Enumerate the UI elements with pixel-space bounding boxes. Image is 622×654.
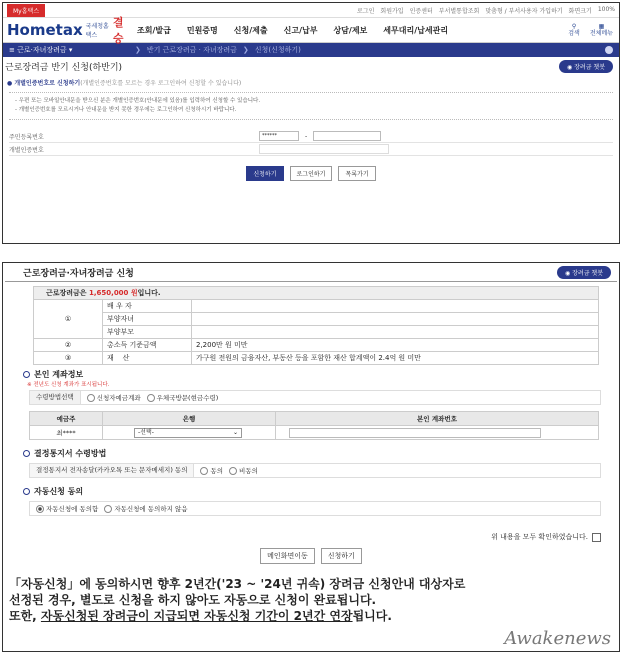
radio-icon [87, 394, 95, 402]
notice-method-label: 결정통지서 전자송달(카카오톡 또는 문자메세지) 동의 [30, 464, 194, 477]
chevron-right-icon: ❯ [135, 46, 141, 54]
page-title: 근로장려금 반기 신청(하반기) [5, 62, 123, 73]
caption-line-2: 선정된 경우, 별도로 신청을 하지 않아도 자동으로 신청이 완료됩니다. [9, 593, 377, 607]
caption-line-3: 또한, 자동신청된 장려금이 지급되면 자동신청 기간이 2년간 연장됩니다. [9, 609, 392, 623]
account-number-field[interactable] [289, 428, 541, 438]
rrn-label: 주민등록번호 [9, 133, 44, 141]
confirm-checkbox[interactable] [592, 533, 601, 542]
dept-user-link[interactable]: 맞춤형 / 부서사용자 가입하기 [485, 7, 563, 15]
nav-certificate[interactable]: 민원증명 [186, 25, 218, 35]
hometax-page-panel [2, 2, 620, 244]
rrn-dash: - [305, 132, 308, 140]
auto-section-title: 자동신청 동의 [23, 486, 619, 497]
header-icons [568, 23, 619, 37]
amount-row: 근로장려금은 1,650,000 원입니다. [34, 287, 599, 300]
row-num-2: ② [34, 339, 103, 352]
breadcrumb-item-2[interactable]: 반기 근로장려금 · 자녀장려금 [146, 46, 237, 54]
radio-icon [200, 467, 208, 475]
receipt-option-bank[interactable]: 신청자예금계좌 [87, 393, 141, 402]
col-holder: 예금주 [30, 412, 103, 426]
caption-line-1: 「자동신청」에 동의하시면 향후 2년간('23 ~ '24년 귀속) 장려금 신청안내 대상자로 [9, 577, 466, 591]
login-link[interactable]: 로그인 [357, 7, 375, 15]
chatbot-button-2[interactable]: ◉ 장려금 챗봇 [557, 266, 611, 279]
auth-buttons [3, 166, 619, 243]
eligibility-table [33, 286, 599, 365]
col-account-number: 본인 계좌번호 [276, 412, 599, 426]
receipt-method-row [29, 390, 601, 405]
cert-center-link[interactable]: 인증센터 [409, 7, 433, 15]
info-icon: ● [7, 80, 13, 87]
holder-value: 최**** [30, 426, 103, 440]
radio-icon [104, 505, 112, 513]
nav-application[interactable]: 신청/제출 [233, 25, 268, 35]
spouse-label: 배 우 자 [103, 300, 192, 313]
radio-selected-icon [36, 505, 44, 513]
receipt-option-postoffice[interactable]: 우체국방문(현금수령) [147, 393, 219, 402]
nav-agent[interactable]: 세무대리/납세관리 [383, 25, 449, 35]
list-button[interactable]: 목록가기 [338, 166, 375, 181]
nav-filing[interactable]: 신고/납부 [283, 25, 318, 35]
auto-apply-row [29, 501, 601, 516]
submit-button[interactable]: 신청하기 [321, 548, 362, 564]
zoom-value[interactable]: 100% [597, 5, 615, 13]
screen-size-label: 화면크기 [568, 7, 592, 15]
notice-detail: (개별인증번호를 모르는 경우 로그인하여 신청할 수 있습니다) [80, 80, 242, 87]
chatbot-button[interactable]: ◉ 장려금 챗봇 [559, 60, 613, 73]
notice-method-row [29, 463, 601, 478]
auth-form [9, 130, 613, 156]
bullet-icon [23, 450, 30, 457]
logo-mark: 결승 [112, 16, 124, 45]
info-line-1: - 우편 또는 모바일안내문을 받으신 분은 개별인증번호(안내문에 있음)를 입력하여 신청할 수 있습니다. [15, 98, 261, 104]
spouse-value [192, 300, 599, 313]
dependent-child-value [192, 313, 599, 326]
auto-option-disagree[interactable]: 자동신청에 동의하지 않음 [104, 504, 187, 513]
notice-bold: 개별인증번호로 신청하기 [14, 80, 81, 87]
grid-icon: ▦ [598, 23, 605, 30]
radio-icon [147, 394, 155, 402]
utility-links [357, 6, 619, 15]
caption [9, 576, 619, 624]
auth-notice [3, 75, 619, 90]
bullet-icon [23, 488, 30, 495]
login-button[interactable]: 로그인하기 [290, 166, 333, 181]
application-buttons [3, 548, 619, 564]
confirm-row [3, 532, 601, 542]
income-label: 총소득 기준금액 [103, 339, 192, 352]
dependent-child-label: 부양자녀 [103, 313, 192, 326]
row-num-3: ③ [34, 352, 103, 365]
application-title-row [5, 263, 617, 282]
property-value: 가구원 전원의 금융자산, 부동산 등을 포함한 재산 합계액이 2.4억 원 미만 [192, 352, 599, 365]
amount-value: 1,650,000 원 [89, 289, 138, 297]
notice-option-disagree[interactable]: 비동의 [229, 466, 258, 475]
notice-option-agree[interactable]: 동의 [200, 466, 223, 475]
global-nav [137, 25, 448, 36]
chevron-down-icon: ⌄ [232, 428, 238, 436]
signup-link[interactable]: 회원가입 [380, 7, 404, 15]
dependent-parent-value [192, 326, 599, 339]
search-button[interactable] [568, 23, 580, 37]
logo-subtitle: 국세청홈택스 [85, 23, 109, 39]
account-section-title: 본인 계좌정보 [23, 369, 619, 380]
rrn-row [9, 130, 613, 143]
income-value: 2,200만 원 미만 [192, 339, 599, 352]
watermark: Awakenews [504, 628, 611, 649]
rrn-front-field[interactable]: ****** [259, 131, 299, 141]
info-box [9, 92, 613, 120]
main-page-button[interactable]: 메인화면이동 [260, 548, 315, 564]
col-bank: 은행 [103, 412, 276, 426]
info-line-2: - 개별인증번호를 모르시거나 안내문을 받지 못한 경우에는 로그인하여 신청하시기 바랍니다. [15, 107, 237, 113]
auth-code-row [9, 143, 613, 156]
auth-code-label: 개별인증번호 [9, 146, 44, 154]
receipt-method-label: 수령방법선택 [30, 391, 81, 404]
radio-icon [229, 467, 237, 475]
dependent-parent-label: 부양부모 [103, 326, 192, 339]
dept-lookup-link[interactable]: 부서별통합조회 [438, 7, 480, 15]
rrn-back-field[interactable] [313, 131, 381, 141]
account-table [29, 411, 599, 440]
application-title: 근로장려금·자녀장려금 신청 [23, 268, 134, 279]
all-menu-button[interactable] [590, 23, 613, 37]
my-hometax-tab[interactable]: My홈택스 [7, 4, 45, 17]
hometax-logo[interactable] [7, 14, 127, 46]
logo-wordmark: Hometax [7, 21, 83, 39]
breadcrumb-toggle-icon[interactable] [605, 46, 613, 54]
breadcrumb [3, 43, 619, 57]
account-note: ※ 전년도 신청 계좌가 표시됩니다. [27, 382, 110, 388]
breadcrumb-item-3[interactable]: 신청(신청하기) [254, 46, 301, 54]
main-header [3, 18, 619, 43]
nav-inquiry[interactable]: 조회/발급 [137, 25, 171, 35]
property-label: 재 산 [103, 352, 192, 365]
search-label: 검색 [568, 30, 580, 37]
all-menu-label: 전체메뉴 [589, 30, 613, 37]
page-title-row [3, 57, 619, 75]
bullet-icon [23, 371, 30, 378]
nav-consult[interactable]: 상담/제보 [333, 25, 368, 35]
bank-cell [103, 426, 276, 440]
breadcrumb-item-1[interactable]: ≡ 근로·자녀장려금 ▾ [9, 46, 73, 54]
account-number-cell [276, 426, 599, 440]
bank-select[interactable]: -선택- ⌄ [134, 428, 242, 438]
auth-code-field[interactable] [259, 144, 389, 154]
search-icon: ⚲ [571, 23, 577, 30]
notice-section-title: 결정통지서 수령방법 [23, 448, 619, 459]
row-num-1: ① [34, 300, 103, 339]
confirm-text: 위 내용을 모두 확인하였습니다. [491, 533, 588, 541]
application-panel [2, 262, 620, 652]
auto-option-agree[interactable]: 자동신청에 동의함 [36, 504, 98, 513]
apply-button[interactable]: 신청하기 [246, 166, 283, 181]
chevron-right-icon: ❯ [242, 46, 249, 54]
